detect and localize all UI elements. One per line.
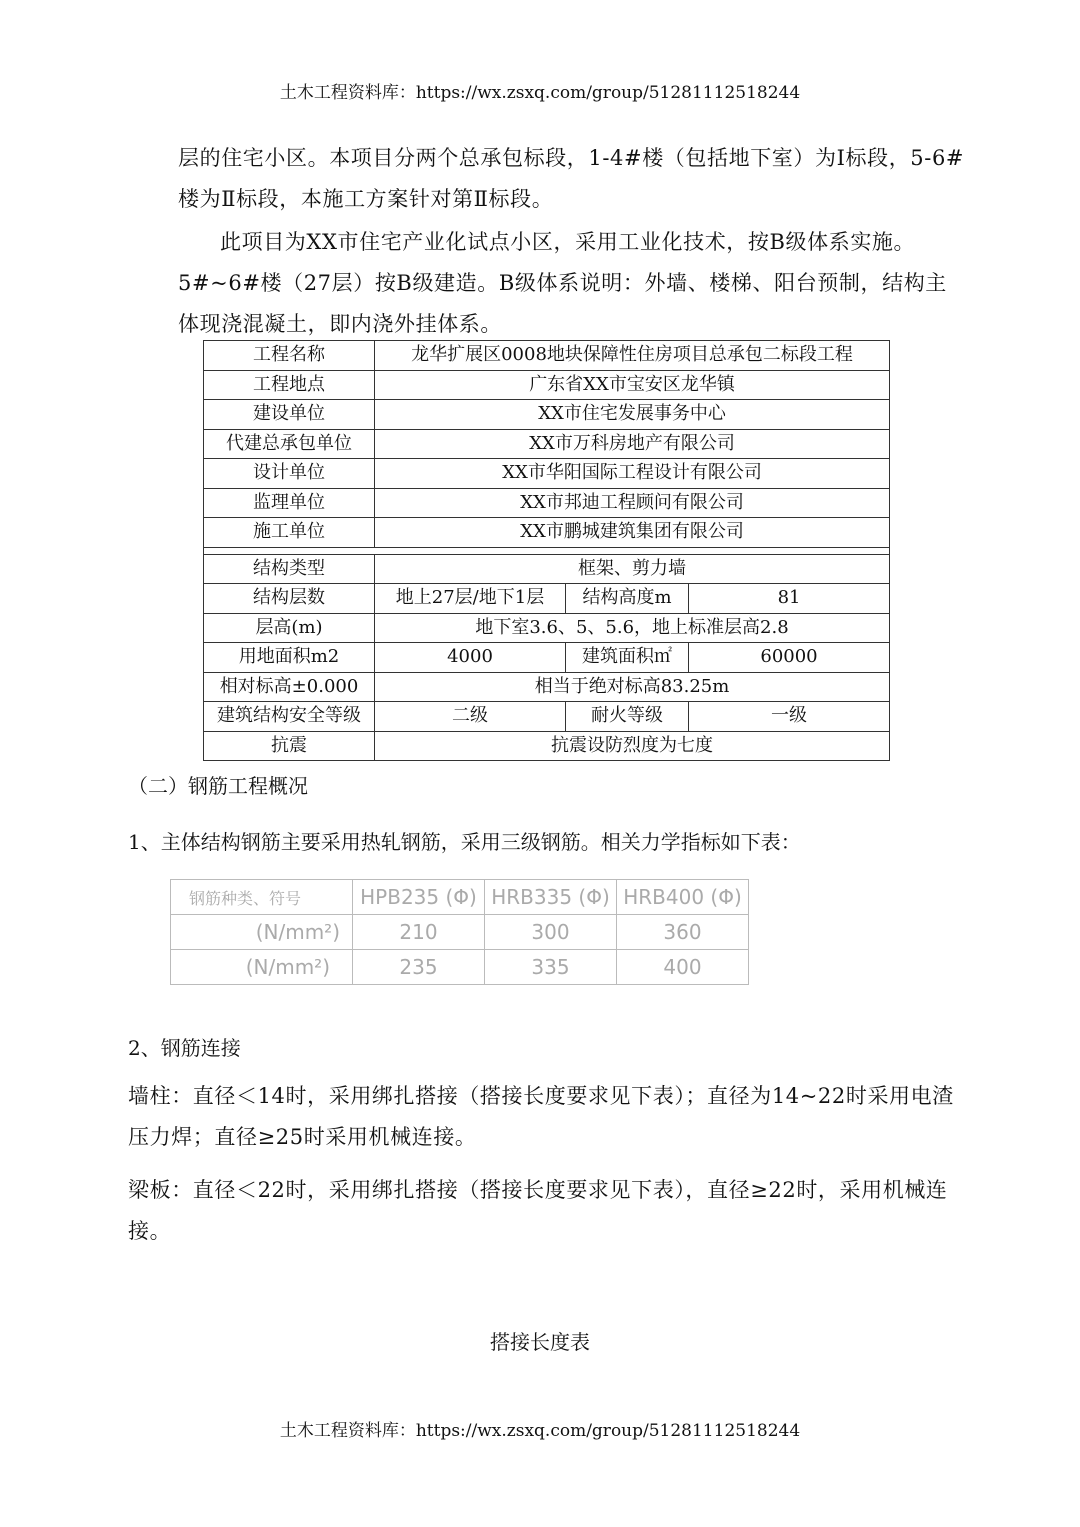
wall-column-paragraph: 墙柱：直径＜14时，采用绑扎搭接（搭接长度要求见下表）；直径为14~22时采用电渣压力焊；直径≥25时采用机械连接。: [128, 1084, 954, 1149]
row-value: XX市邦迪工程顾问有限公司: [375, 488, 890, 518]
row-label: 工程名称: [204, 341, 375, 371]
steel-value-cell: 400: [617, 950, 749, 985]
table-row: [204, 554, 890, 584]
row-value: 81: [689, 584, 890, 614]
row-label: 施工单位: [204, 518, 375, 548]
section-2-title: （二）钢筋工程概况: [128, 774, 308, 798]
row-value: 地上27层/地下1层: [375, 584, 566, 614]
row-label: 建筑面积㎡: [566, 643, 689, 673]
row-value: 二级: [375, 702, 566, 732]
table-row: [171, 950, 749, 985]
page-header: 土木工程资料库：https://wx.zsxq.com/group/51281112518244: [279, 83, 801, 103]
table-row: [204, 488, 890, 518]
table-row: [204, 429, 890, 459]
table-row: [171, 880, 749, 915]
table-row: [204, 731, 890, 761]
steel-value-cell: 360: [617, 915, 749, 950]
steel-header-cell: HPB235 (Φ): [353, 880, 485, 915]
row-value: 龙华扩展区0008地块保障性住房项目总承包二标段工程: [375, 341, 890, 371]
row-value: 一级: [689, 702, 890, 732]
row-label: 相对标高±0.000: [204, 672, 375, 702]
row-value: XX市万科房地产有限公司: [375, 429, 890, 459]
steel-value-cell: 235: [353, 950, 485, 985]
row-label: 抗震: [204, 731, 375, 761]
row-label: 用地面积m2: [204, 643, 375, 673]
item-1: 1、主体结构钢筋主要采用热轧钢筋，采用三级钢筋。相关力学指标如下表：: [128, 830, 801, 854]
steel-unit-cell: (N/mm²): [171, 915, 353, 950]
row-value: 4000: [375, 643, 566, 673]
paragraph-2: 此项目为XX市住宅产业化试点小区，采用工业化技术，按B级体系实施。5#~6#楼（27层）按B级建造。B级体系说明：外墙、楼梯、阳台预制，结构主体现浇混凝土，即内浇外挂体系。: [178, 230, 947, 336]
table-row: [204, 459, 890, 489]
table-row: [204, 518, 890, 548]
row-value: 60000: [689, 643, 890, 673]
row-label: 建筑结构安全等级: [204, 702, 375, 732]
table-row: [204, 584, 890, 614]
row-value: 广东省XX市宝安区龙华镇: [375, 370, 890, 400]
steel-value-cell: 210: [353, 915, 485, 950]
row-value: XX市住宅发展事务中心: [375, 400, 890, 430]
table-row: [204, 400, 890, 430]
table-row: [204, 672, 890, 702]
steel-header-cell: HRB335 (Φ): [485, 880, 617, 915]
row-label: 监理单位: [204, 488, 375, 518]
row-label: 结构高度m: [566, 584, 689, 614]
row-label: 结构类型: [204, 554, 375, 584]
table-row: [204, 370, 890, 400]
row-value: 地下室3.6、5、5.6，地上标准层高2.8: [375, 613, 890, 643]
lap-length-title: 搭接长度表: [490, 1330, 590, 1354]
row-label: 工程地点: [204, 370, 375, 400]
row-value: 相当于绝对标高83.25m: [375, 672, 890, 702]
steel-value-cell: 335: [485, 950, 617, 985]
table-row: [204, 643, 890, 673]
row-label: 耐火等级: [566, 702, 689, 732]
table-row: [204, 613, 890, 643]
page-footer: 土木工程资料库：https://wx.zsxq.com/group/51281112518244: [279, 1421, 801, 1441]
paragraph-1: 层的住宅小区。本项目分两个总承包标段，1-4#楼（包括地下室）为Ⅰ标段，5-6#楼为Ⅱ标段，本施工方案针对第Ⅱ标段。: [178, 146, 965, 211]
row-value: 抗震设防烈度为七度: [375, 731, 890, 761]
beam-slab-paragraph: 梁板：直径＜22时，采用绑扎搭接（搭接长度要求见下表），直径≥22时，采用机械连接。: [128, 1178, 948, 1243]
row-value: XX市华阳国际工程设计有限公司: [375, 459, 890, 489]
item-2: 2、钢筋连接: [128, 1036, 241, 1060]
row-label: 代建总承包单位: [204, 429, 375, 459]
project-info-table: [203, 340, 890, 761]
row-label: 结构层数: [204, 584, 375, 614]
row-label: 建设单位: [204, 400, 375, 430]
table-row: [204, 341, 890, 371]
row-value: 框架、剪力墙: [375, 554, 890, 584]
table-row: [204, 702, 890, 732]
steel-value-cell: 300: [485, 915, 617, 950]
steel-header-cell: 钢筋种类、符号: [171, 880, 353, 915]
steel-properties-table: [170, 879, 749, 985]
row-label: 设计单位: [204, 459, 375, 489]
steel-header-cell: HRB400 (Φ): [617, 880, 749, 915]
steel-unit-cell: (N/mm²): [171, 950, 353, 985]
row-label: 层高(m): [204, 613, 375, 643]
row-value: XX市鹏城建筑集团有限公司: [375, 518, 890, 548]
table-row: [171, 915, 749, 950]
table-gap-row: [204, 547, 890, 554]
